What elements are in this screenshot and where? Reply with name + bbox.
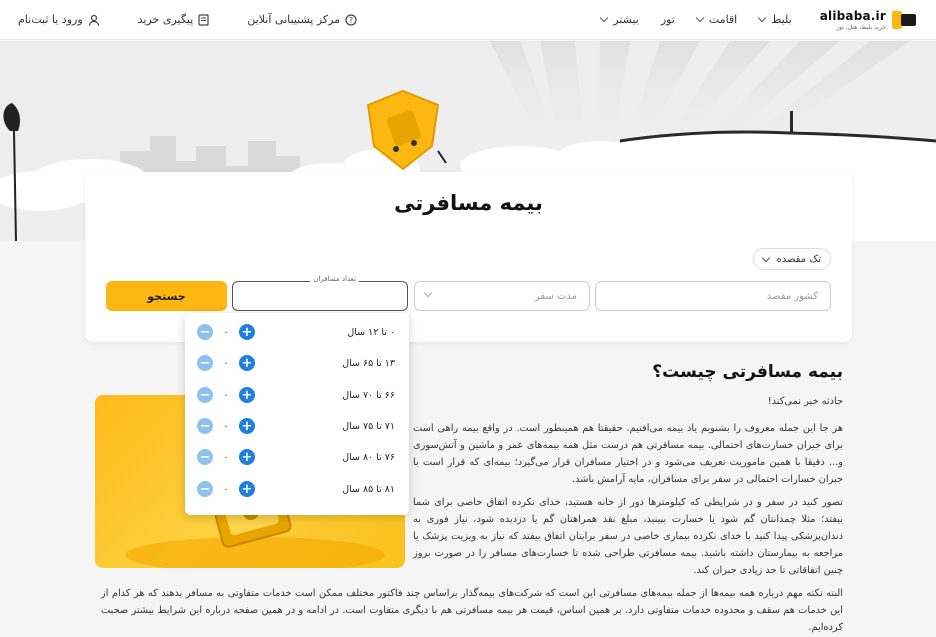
main-nav [579,13,791,26]
duration-select[interactable] [414,281,590,311]
destination-placeholder: کشور مقصد [766,290,818,302]
logo-name: alibaba.ir [819,8,886,23]
minus-icon[interactable]: − [197,418,213,434]
age-group-label: ۸۱ تا ۸۵ سال [342,483,395,495]
article-heading: بیمه مسافرتی چیست؟ [652,362,843,382]
chevron-down-icon [424,289,432,297]
age-group-label: ۰ تا ۱۲ سال [347,326,395,338]
plus-icon[interactable]: + [239,387,255,403]
svg-text:?: ? [348,15,354,25]
passenger-stepper [197,449,255,465]
age-group-label: ۶۶ تا ۷۰ سال [342,389,395,401]
article-paragraph: هر جا این جمله معروف را بشنویم یاد بیمه می‌افتیم. حقیقتا هم همینطور است. در واقع بیمه راهی است برای جبران خسارت‌های احتمالی. بیمه مسافرتی هم درست مثل همه بیمه‌های عمر و ماشین و آتش‌سوزی و... دقیقا با همین ماموریت تعریف می‌شود و در اختیار مسافران قرار می‌گیرد؛ بیمه‌ای که قرار است با جبران خسارات احتمالی در سفر برای مسافران، مایه آرامش باشد. [413,423,843,485]
passenger-row [197,479,395,499]
plus-icon[interactable]: + [239,449,255,465]
passenger-stepper [197,481,255,497]
age-group-label: ۷۱ تا ۷۵ سال [342,420,395,432]
track-order-label: پیگیری خرید [137,13,194,26]
plus-icon[interactable]: + [239,355,255,371]
trip-type-select[interactable] [753,248,832,270]
login-link[interactable] [18,13,100,26]
destination-field[interactable] [595,281,831,311]
page-title: بیمه مسافرتی [394,191,543,215]
nav-ticket[interactable] [759,13,791,26]
minus-icon[interactable]: − [197,324,213,340]
minus-icon[interactable]: − [197,481,213,497]
passenger-row [197,353,395,373]
minus-icon[interactable]: − [197,387,213,403]
chevron-down-icon [600,14,608,22]
article-paragraph: حادثه خبر نمی‌کند! [767,396,843,407]
track-order-link[interactable] [138,13,210,26]
support-label: مرکز پشتیبانی آنلاین [247,13,341,26]
nav-more-label: بیشتر [613,13,639,26]
support-link[interactable] [247,13,357,26]
passenger-count: ۰ [223,420,229,432]
passengers-dropdown [185,313,409,515]
nav-tour[interactable] [661,13,675,26]
article-paragraph: البته نکته مهم درباره همه بیمه‌ها از جمله بیمه‌های مسافرتی این است که شرکت‌های بیمه‌گذار براساس چند فاکتور مختلف ممکن است خدمات متفاوتی به مسافر بدهند که هر کدام از این خدمات هم سقف و محدوده خدمات متفاوتی دارد. بر همین اساس، قیمت هر بیمه مسافرتی هم با دیگری متفاوت است. در ادامه و در همین صفحه درباره این شرایط بیشتر صحبت کرده‌ایم. [101,588,843,633]
plus-icon[interactable]: + [239,481,255,497]
passenger-count: ۰ [223,357,229,369]
user-icon [88,14,100,26]
top-navbar [0,0,936,40]
logo-tagline: خرید بلیط، هتل، تور [836,23,886,31]
nav-accommodation-label: اقامت [708,13,738,26]
login-label: ورود یا ثبت‌نام [18,13,83,26]
minus-icon[interactable]: − [197,449,213,465]
search-button[interactable]: جستجو [106,281,227,311]
nav-tour-label: تور [660,13,675,26]
receipt-icon [198,14,209,26]
logo-icon [892,9,916,31]
minus-icon[interactable]: − [197,355,213,371]
passenger-row [197,416,395,436]
trip-type-label: تک مقصده [776,253,821,265]
passenger-row [197,385,395,405]
nav-accommodation[interactable] [697,13,737,26]
passengers-label: تعداد مسافران [310,275,359,283]
passenger-count: ۰ [223,389,229,401]
plus-icon[interactable]: + [239,418,255,434]
passenger-stepper [197,324,255,340]
age-group-label: ۱۳ تا ۶۵ سال [342,357,395,369]
passenger-count: ۰ [223,451,229,463]
nav-more[interactable] [601,13,639,26]
logo[interactable] [820,9,916,31]
passenger-count: ۰ [223,483,229,495]
passenger-stepper [197,418,255,434]
age-group-label: ۷۶ تا ۸۰ سال [342,451,395,463]
article-paragraph: تصور کنید در سفر و در شرایطی که کیلومترها دور از خانه هستید، خدای نکرده اتفاق خاصی برای شما بیفتد؛ مثلا چمدانتان گم شود یا خسارت ببینید، مبلغ نقد همراهتان گم یا دزدیده شود، نیاز فوری به دندان‌پزشکی پیدا کنید یا خدای نکرده بیماری خاصی در سفر برایتان اتفاق بیفتد که نیاز به ویزیت پزشک یا مراجعه به بیمارستان داشته باشید. بیمه مسافرتی طراحی شده تا خسارت‌های مسافر را در صورت بروز چنین اتفاقاتی تا حد زیادی جبران کند. [413,497,843,576]
question-circle-icon [345,14,357,26]
chevron-down-icon [696,14,704,22]
duration-placeholder: مدت سفر [534,290,577,302]
passenger-stepper [197,387,255,403]
passengers-field[interactable] [232,275,408,311]
passenger-count: ۰ [223,326,229,338]
chevron-down-icon [758,14,766,22]
nav-ticket-label: بلیط [771,13,792,26]
passenger-row [197,322,395,342]
passenger-stepper [197,355,255,371]
plus-icon[interactable]: + [239,324,255,340]
passenger-row [197,447,395,467]
chevron-down-icon [761,253,769,261]
